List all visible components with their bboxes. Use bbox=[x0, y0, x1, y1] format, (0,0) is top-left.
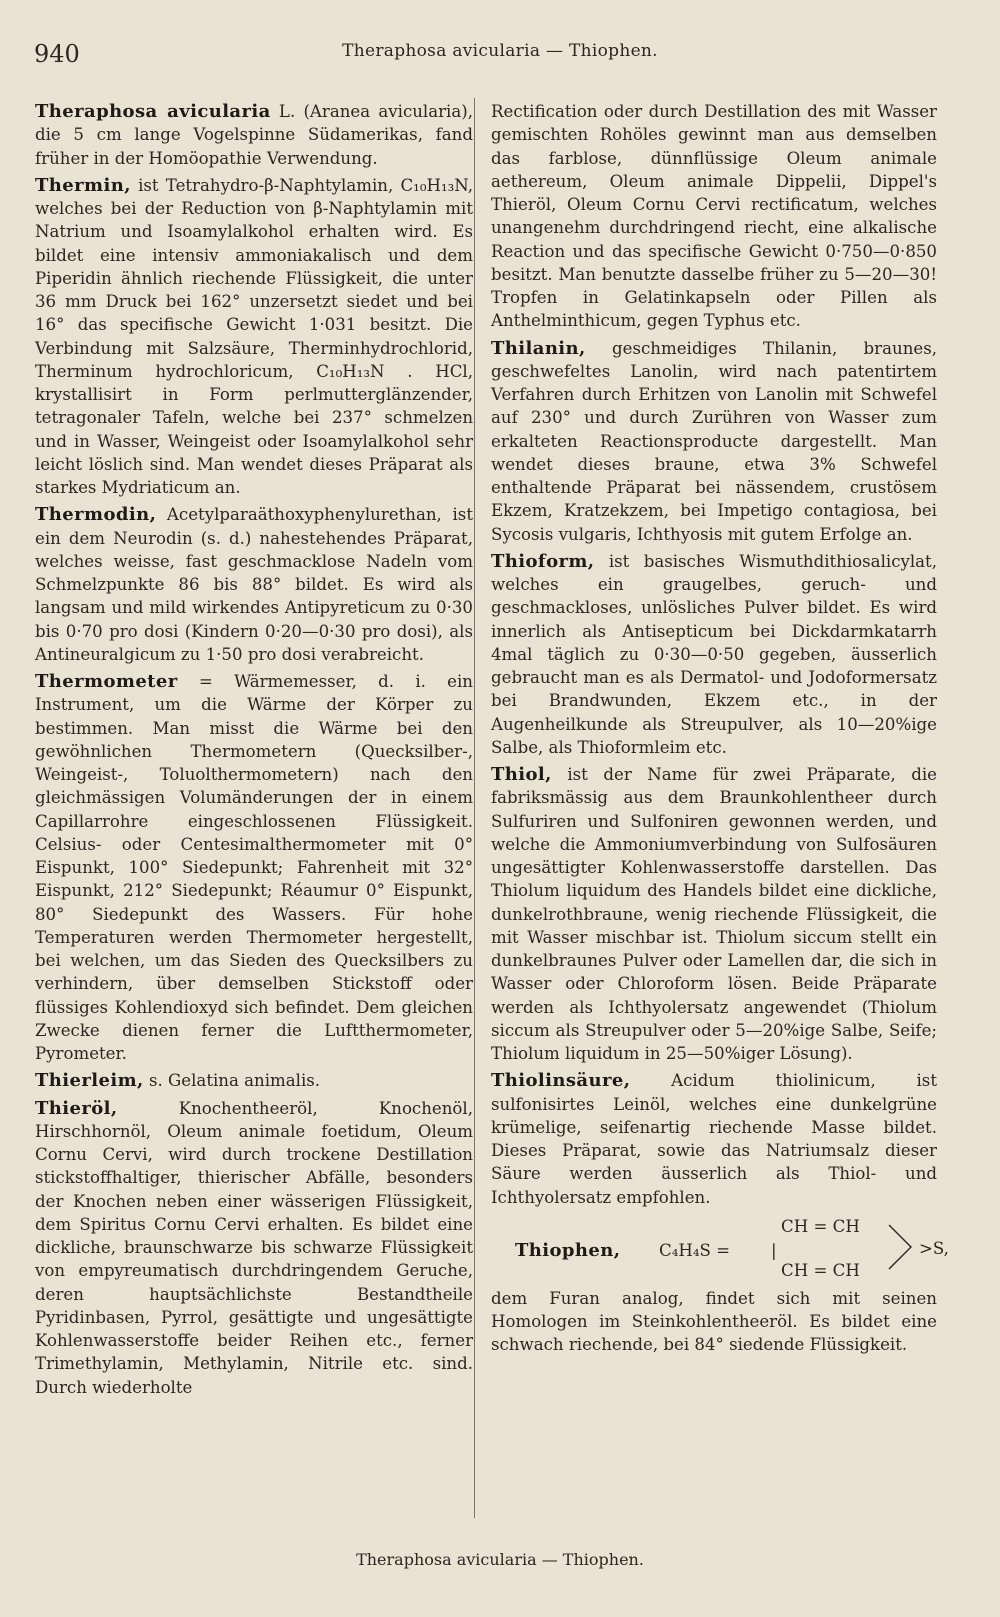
headword: Thilanin, bbox=[491, 337, 586, 359]
entry-text: Acidum thiolinicum, ist sulfonisirtes Leinöl, welches eine dunkelgrüne krümelige, seifenartig riechende Masse bildet. Dieses Präparat, sowie das Natriumsalz dieser Säure werden äusserlich als Thiol- und Ichthyolersatz empfohlen. bbox=[491, 1071, 937, 1207]
formula-ring-bracket bbox=[887, 1221, 915, 1273]
footer-title: Theraphosa avicularia — Thiophen. bbox=[356, 1550, 644, 1569]
entry-text: L. (Aranea avicularia), die 5 cm lange Vogelspinne Südamerikas, fand früher in der Homöopathie Verwendung. bbox=[35, 102, 474, 168]
formula-bond-bar: | bbox=[771, 1240, 777, 1260]
headword: Thermometer bbox=[35, 671, 178, 692]
formula-sulfur: >S, bbox=[919, 1238, 949, 1258]
headword: Thierleim, bbox=[35, 1070, 144, 1092]
right-column bbox=[491, 100, 949, 1361]
entry-thilanin bbox=[491, 337, 937, 546]
formula-lhs: C₄H₄S = bbox=[659, 1240, 731, 1260]
thiophen-formula bbox=[491, 1215, 949, 1280]
entry-thieroel-continued bbox=[491, 100, 937, 333]
entry-text: ist der Name für zwei Präparate, die fabriksmässig aus dem Braunkohlentheer durch Sulfuriren und Sulfoniren gewonnen werden, und welche die Ammoniumverbindung von Sulfosäuren ungesättigter Kohlenwasserstoffe darstellen. Das Thiolum liquidum des Handels bildet eine dickliche, dunkelrothbraune, wenig riechende Flüssigkeit, die mit Wasser mischbar ist. Thiolum siccum stellt ein dunkelbraunes Pulver oder Lamellen dar, die sich in Wasser oder Chloroform lösen. Beide Präparate werden als Ichthyolersatz angewendet (Thiolum siccum als Streupulver oder 5—20%ige Salbe, Seife; Thiolum liquidum in 25—50%iger Lösung). bbox=[491, 765, 937, 1063]
entry-text: ist basisches Wismuthdithiosalicylat, welches ein graugelbes, geruch- und geschmackloses, unlösliches Pulver bildet. Es wird innerlich als Antisepticum bei Dickdarmkatarrh 4mal täglich zu 0·30—0·50 gegeben, äusserlich gebraucht man es als Dermatol- und Jodoformersatz bei Brandwunden, Ekzem etc., in der Augenheilkunde als Streupulver, als 10—20%ige Salbe, als Thioformleim etc. bbox=[491, 551, 937, 757]
headword: Thiolinsäure, bbox=[491, 1070, 631, 1092]
headword: Thermodin, bbox=[35, 504, 157, 526]
left-column bbox=[35, 100, 473, 1403]
entry-thermin bbox=[35, 174, 473, 500]
entry-thermodin bbox=[35, 503, 473, 666]
entry-text: = Wärmemesser, d. i. ein Instrument, um die Wärme der Körper zu bestimmen. Man misst die Wärme bei den gewöhnlichen Thermometern (Quecksilber-, Weingeist-, Toluolthermometern) nach den gleichmässigen Volumänderungen der in einem Capillarrohre eingeschlossenen Flüssigkeit. Celsius- oder Centesimalthermometer mit 0° Eispunkt, 100° Siedepunkt; Fahrenheit mit 32° Eispunkt, 212° Siedepunkt; Réaumur 0° Eispunkt, 80° Siedepunkt des Wassers. Für hohe Temperaturen werden Thermometer hergestellt, bei welchen, um das Sieden des Quecksilbers zu verhindern, über demselben Stickstoff oder flüssiges Kohlendioxyd sich befindet. Dem gleichen Zwecke dienen ferner die Luftthermometer, Pyrometer. bbox=[35, 672, 473, 1063]
page-number: 940 bbox=[34, 40, 80, 68]
entry-thiolinsaeure bbox=[491, 1069, 937, 1209]
column-divider bbox=[474, 98, 475, 1518]
headword: Thiophen, bbox=[515, 1239, 621, 1261]
entry-text: ist Tetrahydro-β-Naphtylamin, C₁₀H₁₃N, welches bei der Reduction von β-Naphtylamin mit Natrium und Isoamylalkohol erhalten wird. Es bildet eine intensiv ammoniakalisch und dem Piperidin ähnlich riechende Flüssigkeit, die unter 36 mm Druck bei 162° unzersetzt siedet und bei 16° das specifische Gewicht 1·031 besitzt. Die Verbindung mit Salzsäure, Therminhydrochlorid, Therminum hydrochloricum, C₁₀H₁₃N . HCl, krystallisirt in Form perlmutterglänzender, tetragonaler Tafeln, welche bei 237° schmelzen und in Wasser, Weingeist oder Isoamylalkohol sehr leicht löslich sind. Man wendet dieses Präparat als starkes Mydriaticum an. bbox=[35, 175, 473, 497]
headword: Thieröl, bbox=[35, 1097, 118, 1119]
entry-thioform bbox=[491, 550, 937, 759]
entry-thiol bbox=[491, 763, 937, 1065]
formula-bottom-row: CH = CH bbox=[781, 1260, 860, 1280]
headword: Theraphosa avicularia bbox=[35, 101, 271, 122]
headword: Thiol, bbox=[491, 764, 552, 785]
running-title: Theraphosa avicularia — Thiophen. bbox=[342, 41, 658, 61]
entry-text: Rectification oder durch Destillation des mit Wasser gemischten Rohöles gewinnt man aus demselben das farblose, dünnflüssige Oleum animale aethereum, Oleum animale Dippelii, Dippel's Thieröl, Oleum Cornu Cervi rectificatum, welches unangenehm durchdringend riecht, eine alkalische Reaction und das specifische Gewicht 0·750—0·850 besitzt. Man benutzte dasselbe früher zu 5—20—30! Tropfen in Gelatinkapseln oder Pillen als Anthelminthicum, gegen Typhus etc. bbox=[491, 102, 937, 331]
entry-thieroel bbox=[35, 1097, 473, 1399]
entry-text: Acetylparaäthoxyphenylurethan, ist ein dem Neurodin (s. d.) nahestehendes Präparat, welches weisse, fast geschmacklose Nadeln vom Schmelzpunkte 86 bis 88° bildet. Es wird als langsam und mild wirkendes Antipyreticum zu 0·30 bis 0·70 pro dosi (Kindern 0·20—0·30 pro dosi), als Antineuralgicum zu 1·50 pro dosi verabreicht. bbox=[35, 505, 473, 664]
formula-top-row: CH = CH bbox=[781, 1216, 860, 1236]
entry-thierleim bbox=[35, 1069, 473, 1092]
headword: Thermin, bbox=[35, 174, 131, 196]
entry-text: Knochentheeröl, Knochenöl, Hirschhornöl, Oleum animale foetidum, Oleum Cornu Cervi, wird durch trockene Destillation stickstoffhaltiger, thierischer Abfälle, besonders der Knochen neben einer wässerigen Flüssigkeit, dem Spiritus Cornu Cervi erhalten. Es bildet eine dickliche, braunschwarze bis schwarze Flüssigkeit von empyreumatisch durchdringendem Geruche, deren hauptsächlichste Bestandtheile Pyridinbasen, Pyrrol, gesättigte und ungesättigte Kohlenwasserstoffe beider Reihen etc., ferner Trimethylamin, Methylamin, Nitrile etc. sind. Durch wiederholte bbox=[35, 1098, 473, 1397]
entry-thiophen: dem Furan analog, findet sich mit seinen Homologen im Steinkohlentheeröl. Es bildet eine schwach riechende, bei 84° siedende Flüssigkeit. bbox=[491, 1288, 937, 1355]
entry-text: s. Gelatina animalis. bbox=[143, 1071, 321, 1091]
headword: Thioform, bbox=[491, 550, 595, 572]
entry-theraphosa bbox=[35, 100, 473, 170]
entry-thermometer bbox=[35, 670, 473, 1065]
entry-text: geschmeidiges Thilanin, braunes, geschwefeltes Lanolin, wird nach patentirtem Verfahren durch Erhitzen von Lanolin mit Schwefel auf 230° und durch Zurühren von Wasser zum erkalteten Reactionsproducte dargestellt. Man wendet dieses braune, etwa 3% Schwefel enthaltende Präparat bei nässendem, crustösem Ekzem, Kratzekzem, bei Impetigo contagiosa, bei Sycosis vulgaris, Ichthyosis mit gutem Erfolge an. bbox=[491, 338, 937, 544]
